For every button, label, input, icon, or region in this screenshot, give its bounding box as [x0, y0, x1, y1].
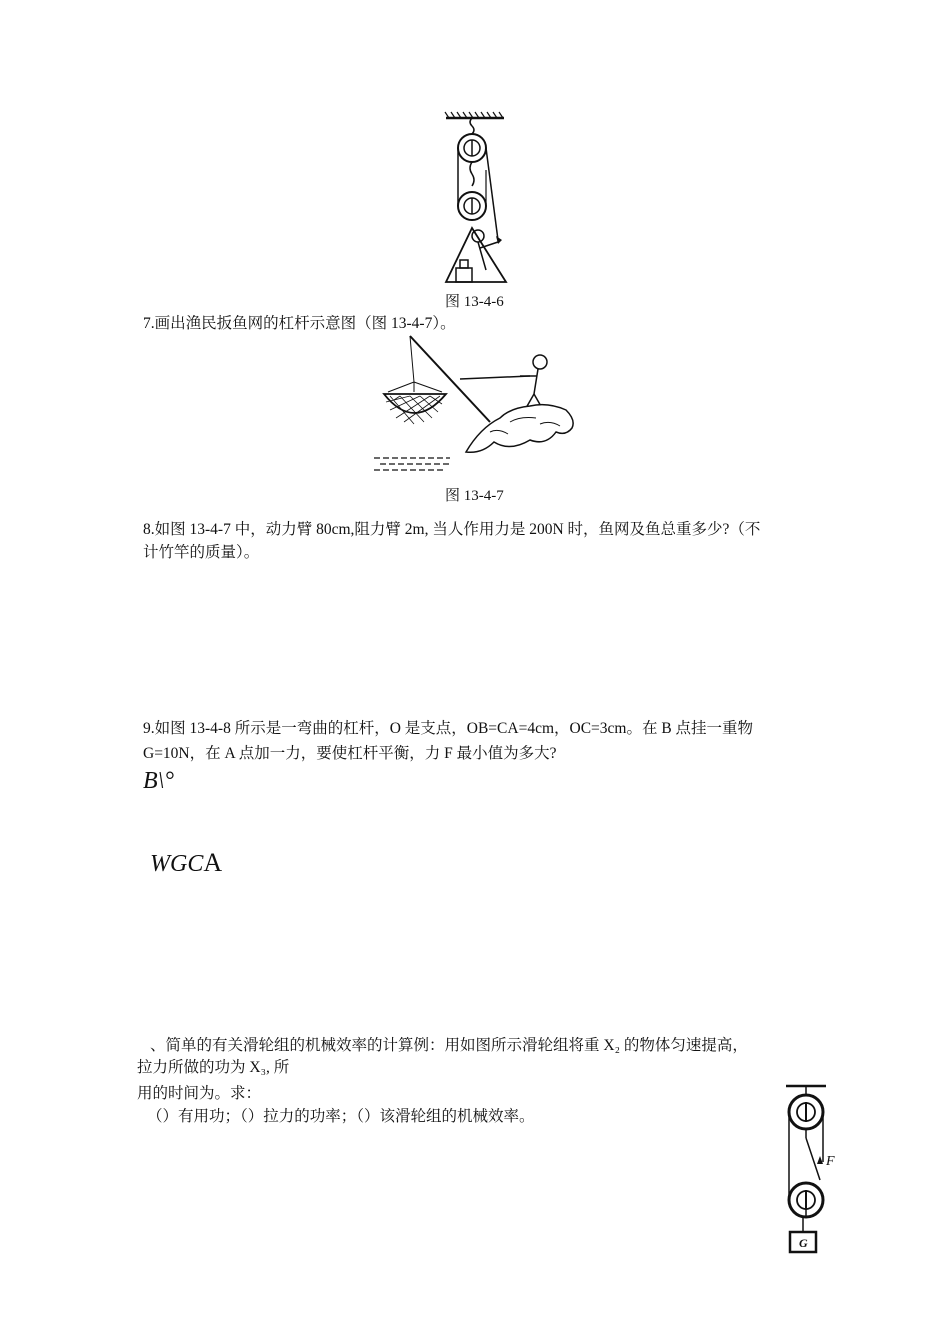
- lever-label-b: B\°: [143, 768, 174, 794]
- pulley-figure-right: [780, 1084, 850, 1256]
- question-8-line-1: 8.如图 13-4-7 中，动力臂 80cm,阻力臂 2m, 当人作用力是 200N 时，鱼网及鱼总重多少?（不: [143, 521, 761, 538]
- example-line-3: 用的时间为。求：: [137, 1085, 262, 1102]
- fishing-lever-figure-13-4-7: [370, 332, 580, 477]
- pulley-figure-13-4-6: [430, 110, 530, 290]
- lever-label-row: [150, 848, 222, 878]
- question-9-line-2: G=10N，在 A 点加一力，要使杠杆平衡，力 F 最小值为多大?: [143, 745, 557, 762]
- example-line-1: 、简单的有关滑轮组的机械效率的计算例：用如图所示滑轮组将重 X₂ 的物体匀速提高，: [150, 1037, 748, 1054]
- question-7: 7.画出渔民扳鱼网的杠杆示意图（图 13-4-7）。: [143, 315, 456, 332]
- question-8-line-2: 计竹竿的质量）。: [143, 544, 260, 561]
- question-9-line-1: 9.如图 13-4-8 所示是一弯曲的杠杆，O 是支点，OB=CA=4cm，OC=3cm。在 B 点挂一重物: [143, 720, 754, 737]
- lever-label-a: A: [203, 848, 223, 877]
- force-label: F: [826, 1154, 835, 1169]
- lever-label-wgc: WGC: [150, 851, 204, 877]
- example-line-4: （）有用功；（）拉力的功率；（）该滑轮组的机械效率。: [147, 1108, 535, 1125]
- figure-caption-13-4-7: 图 13-4-7: [445, 488, 504, 504]
- figure-caption-13-4-6: 图 13-4-6: [445, 294, 504, 310]
- weight-label: G: [799, 1236, 808, 1250]
- example-line-2: 拉力所做的功为 X₃, 所: [137, 1059, 290, 1076]
